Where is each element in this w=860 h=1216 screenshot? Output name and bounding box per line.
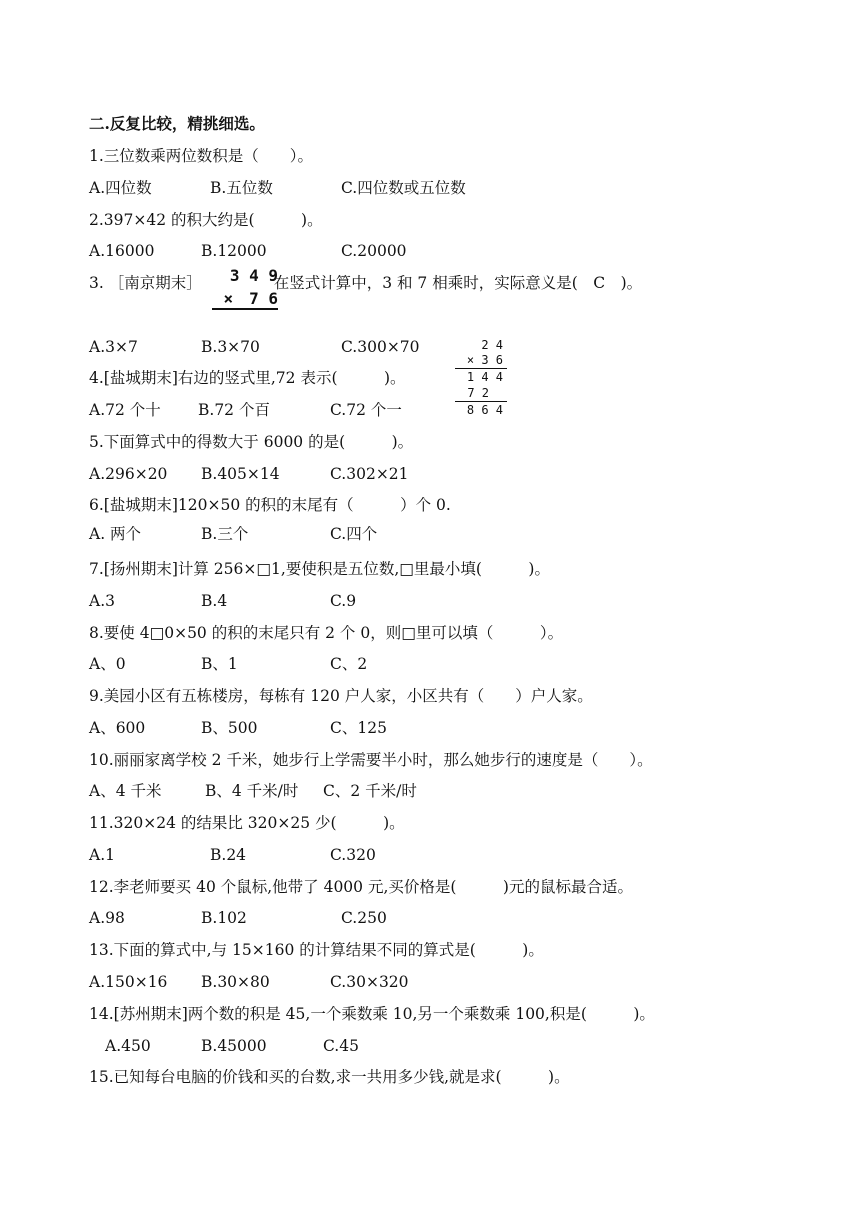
option-b: B.72 个百 (198, 401, 270, 419)
question-3 (89, 273, 642, 293)
option-a: A、600 (89, 719, 146, 737)
option-a: A.四位数 (89, 179, 152, 197)
option-b: B.五位数 (210, 179, 273, 197)
question-12: 12.李老师要买 40 个鼠标,他带了 4000 元,买价格是( )元的鼠标最合适。 (89, 878, 633, 896)
option-b: B.30×80 (201, 973, 270, 991)
option-b: B.4 (201, 592, 228, 610)
option-c: C.300×70 (341, 338, 420, 356)
question-13: 13.下面的算式中,与 15×160 的计算结果不同的算式是( )。 (89, 941, 544, 959)
option-a: A.3×7 (89, 338, 138, 356)
option-b: B.405×14 (201, 465, 280, 483)
question-2: 2.397×42 的积大约是( )。 (89, 211, 323, 229)
option-a: A、4 千米 (89, 782, 162, 800)
option-c: C.45 (323, 1037, 359, 1055)
vertical-calc-349x76 (212, 266, 278, 310)
question-7: 7.[扬州期末]计算 256×□1,要使积是五位数,□里最小填( )。 (89, 560, 550, 578)
option-c: C、2 千米/时 (323, 782, 417, 800)
option-a: A.1 (89, 846, 115, 864)
option-c: C.四个 (330, 525, 378, 543)
calc-row-5: 8 6 4 (466, 403, 503, 417)
option-b: B.45000 (201, 1037, 267, 1055)
question-1: 1.三位数乘两位数积是（ ）。 (89, 147, 314, 165)
option-b: B、4 千米/时 (205, 782, 299, 800)
question-14: 14.[苏州期末]两个数的积是 45,一个乘数乘 10,另一个乘数乘 100,积是( )。 (89, 1005, 655, 1023)
option-b: B.三个 (201, 525, 249, 543)
calc-rule-1 (455, 368, 507, 369)
option-b: B.24 (210, 846, 247, 864)
calc-rule-2 (455, 401, 507, 402)
question-3-suffix: 在竖式计算中，3 和 7 相乘时，实际意义是( C )。 (273, 274, 643, 292)
calc-row-1: 2 4 (481, 338, 503, 352)
option-c: C.四位数或五位数 (341, 179, 466, 197)
question-6: 6.[盐城期末]120×50 的积的末尾有（ ）个 0. (89, 496, 451, 514)
question-15: 15.已知每台电脑的价钱和买的台数,求一共用多少钱,就是求( )。 (89, 1068, 570, 1086)
calc-multiplier: × 7 6 (223, 289, 278, 308)
option-a: A、0 (89, 655, 126, 673)
vertical-calc-24x36 (455, 338, 507, 418)
option-c: C.20000 (341, 242, 407, 260)
option-c: C.30×320 (330, 973, 409, 991)
question-10: 10.丽丽家离学校 2 千米，她步行上学需要半小时，那么她步行的速度是（ ）。 (89, 751, 653, 769)
option-b: B、500 (201, 719, 258, 737)
calc-top-number: 3 4 9 (229, 266, 278, 285)
option-c: C.320 (330, 846, 376, 864)
option-a: A.98 (89, 909, 125, 927)
calc-row-2: × 3 6 (466, 353, 503, 367)
question-3-prefix: 3. ［南京期末］ (89, 274, 202, 292)
option-a: A.16000 (89, 242, 155, 260)
question-4: 4.[盐城期末]右边的竖式里,72 表示( )。 (89, 369, 406, 387)
question-9: 9.美园小区有五栋楼房，每栋有 120 户人家，小区共有（ ）户人家。 (89, 687, 593, 705)
option-a: A.72 个十 (89, 401, 161, 419)
calc-row-3: 1 4 4 (466, 370, 503, 384)
option-c: C、125 (330, 719, 387, 737)
option-c: C.250 (341, 909, 387, 927)
section-title: 二.反复比较，精挑细选。 (89, 114, 265, 133)
option-c: C.9 (330, 592, 357, 610)
option-a: A.296×20 (89, 465, 168, 483)
option-b: B、1 (201, 655, 238, 673)
calc-rule (212, 308, 278, 310)
option-b: B.12000 (201, 242, 267, 260)
option-a: A.450 (105, 1037, 151, 1055)
option-a: A. 两个 (89, 525, 142, 543)
option-b: B.3×70 (201, 338, 260, 356)
option-a: A.150×16 (89, 973, 168, 991)
question-5: 5.下面算式中的得数大于 6000 的是( )。 (89, 433, 414, 451)
option-c: C.302×21 (330, 465, 409, 483)
calc-row-4: 7 2 (467, 386, 489, 400)
option-c: C.72 个一 (330, 401, 402, 419)
option-b: B.102 (201, 909, 247, 927)
option-a: A.3 (89, 592, 115, 610)
question-11: 11.320×24 的结果比 320×25 少( )。 (89, 814, 405, 832)
option-c: C、2 (330, 655, 368, 673)
question-8: 8.要使 4□0×50 的积的末尾只有 2 个 0，则□里可以填（ ）。 (89, 624, 564, 642)
